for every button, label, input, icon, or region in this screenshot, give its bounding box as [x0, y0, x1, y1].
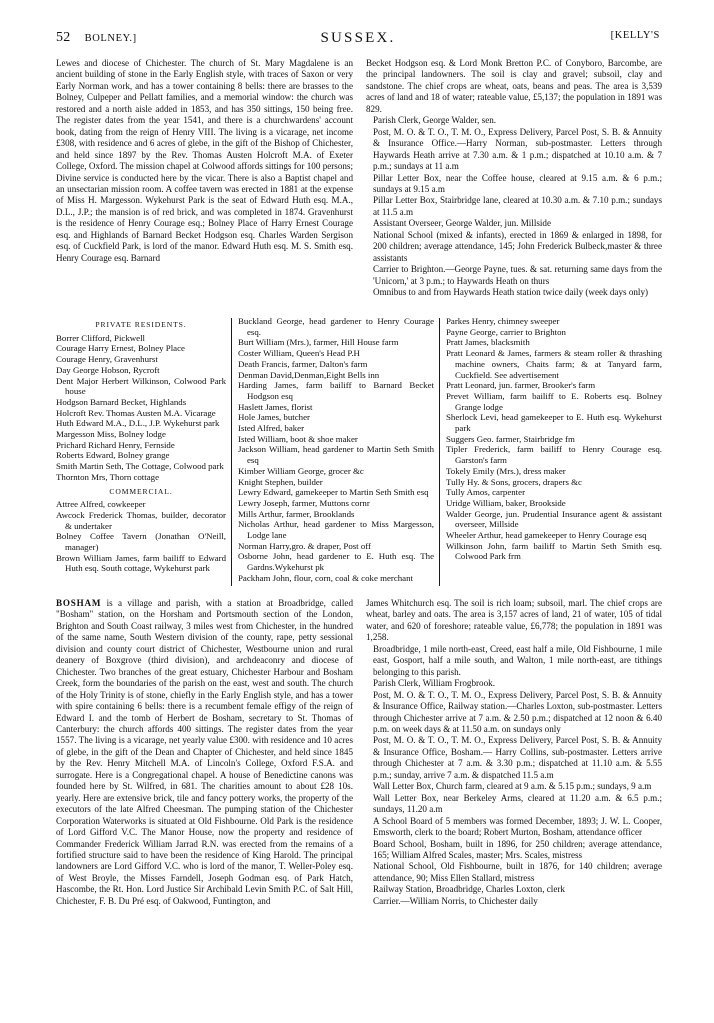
directory-column-one — [56, 316, 226, 574]
bolney-landowners-text: Becket Hodgson esq. & Lord Monk Bretton P.C. of Conyboro, Barcombe, are the principal landowners. The soil is clay and gravel; subsoil, clay and sandstone. The chief crops are wheat, oats, beans and peas. The area is 3,539 acres of land and 18 of water; rateable value, £5,137; the population in 1891 was 829. — [366, 58, 662, 114]
directory-entry: Hole James, butcher — [238, 412, 310, 423]
directory-entry: Day George Hobson, Rycroft — [56, 364, 160, 375]
directory-entry: Lewry Edward, gamekeeper to Martin Seth Smith esq — [238, 487, 429, 498]
bosham-school-board: A School Board of 5 members was formed December, 1893; J. W. L. Cooper, Emsworth, clerk to the board; Robert Murton, Bosham, attendance officer — [373, 815, 662, 838]
directory-entry: Bolney Coffee Tavern (Jonathan O'Neill, manager) — [56, 531, 226, 553]
directory-entry: Payne George, carrier to Brighton — [446, 326, 566, 337]
bosham-board-school: Board School, Bosham, built in 1896, for 250 children; average attendance, 165; William Alfred Scales, master; Mrs. Scales, mistress — [373, 838, 662, 860]
directory-entry: Denman David,Denman,Eight Bells inn — [238, 369, 380, 380]
directory-entry: Coster William, Queen's Head P.H — [238, 348, 360, 359]
directory-entry: Walder George, jun. Prudential Insurance agent & assistant overseer, Millside — [446, 508, 662, 530]
directory-entry: Harding James, farm bailiff to Barnard Becket Hodgson esq — [238, 380, 434, 401]
directory-entry: Parkes Henry, chimney sweeper — [446, 316, 560, 326]
directory-entry: Sherlock Levi, head gamekeeper to E. Huth esq. Wykehurst park — [446, 412, 662, 434]
directory-entry: Knight Stephen, builder — [238, 476, 323, 487]
commercial-list-part-one — [56, 499, 226, 574]
running-head-county: SUSSEX. — [320, 30, 396, 46]
directory-entry: Brown William James, farm bailiff to Edward Huth esq. South cottage, Wykehurst park — [56, 552, 226, 574]
directory-entry: Buckland George, head gardener to Henry Courage esq. — [238, 316, 434, 337]
bosham-national-school: National School, Old Fishbourne, built in 1876, for 140 children; average attendance, 90; Miss Ellen Stallard, mistress — [373, 861, 662, 883]
running-head — [56, 30, 660, 52]
directory-entry: Mills Arthur, farmer, Brooklands — [238, 508, 355, 519]
directory-entry: Awcock Frederick Thomas, builder, decorator & undertaker — [56, 509, 226, 531]
directory-entry: Tokely Emily (Mrs.), dress maker — [446, 465, 566, 476]
bosham-carrier: Carrier.—William Norris, to Chichester daily — [373, 895, 538, 906]
bosham-post-office-railway-station: Post, M. O. & T. O., T. M. O., Express Delivery, Parcel Post, S. B. & Annuity & Insurance Office, Railway station.—Charles Loxton, sub-postmaster. Letters through Chichester arrive at 7 a.m. & 2.50 p.m.; dispatched at 12 noon & 6.40 p.m. on week days & at 11.50 a.m. on sundays only — [373, 689, 662, 734]
directory-entry: Huth Edward M.A., D.L., J.P. Wykehurst park — [56, 418, 220, 429]
bosham-description-right-column — [366, 598, 662, 907]
bolney-description-text: Lewes and diocese of Chichester. The church of St. Mary Magdalene is an ancient building of stone in the Early English style, with traces of Saxon or very Early Norman work, and has a tower containing 8 bells: there are brasses to the Bolney, Culpeper and Pellatt families, and a memorial window: the church was restored and a north aisle added in 1853, and has 350 sittings, 150 being free. The register dates from the year 1541, and there is a churchwardens' account book, dating from the reign of Henry VIII. The living is a vicarage, net income £308, with residence and 6 acres of glebe, in the gift of the Bishop of Chichester, and held since 1897 by the Rev. Thomas Austen Holcroft M.A. of Exeter College, Oxford. The mission chapel at Colwood affords sittings for 100 persons; Divine service is conducted here by the vicar. There is also a Baptist chapel and an unsectarian mission room. A coffee tavern was erected in 1881 at the expense of Miss H. Margesson. Wykehurst Park is the seat of Edward Huth esq. M.A., D.L., J.P.; the mansion is of red brick, and was completed in 1874. Gravenhurst is the residence of Henry Courage esq.; Bolney Place of Harry Ernest Courage esq. and Highlands of Barnard Becket Hodgson esq. Charles Warden Sergison esq. of Cuckfield Park, is lord of the manor. Edward Huth esq. M. S. Smith esq. Henry Courage esq. Barnard — [56, 58, 353, 263]
directory-entry: Pratt Leonard, jun. farmer, Brooker's farm — [446, 380, 596, 391]
directory-entry: Hodgson Barnard Becket, Highlands — [56, 396, 187, 407]
directory-entry: Haslett James, florist — [238, 401, 313, 412]
commercial-list-part-three — [446, 316, 662, 562]
directory-entry: Borrer Clifford, Pickwell — [56, 332, 145, 343]
directory-entry: Tully Amos, carpenter — [446, 487, 526, 498]
bolney-pillar-letter-box-stairbridge-lane: Pillar Letter Box, Stairbridge lane, cleared at 10.30 a.m. & 7.10 p.m.; sundays at 11.5 a.m — [373, 195, 662, 217]
directory-entry: Death Francis, farmer, Dalton's farm — [238, 358, 368, 369]
bosham-parish-clerk: Parish Clerk, William Frogbrook. — [373, 678, 495, 689]
column-rule — [439, 318, 440, 586]
running-head-place: BOLNEY.] — [84, 33, 137, 44]
bosham-wall-letter-box-church-farm: Wall Letter Box, Church farm, cleared at 9 a.m. & 5.15 p.m.; sundays, 9 a.m — [373, 781, 652, 792]
bolney-description-left-column — [56, 58, 353, 264]
commercial-list-part-two — [238, 316, 434, 584]
bosham-railway-station: Railway Station, Broadbridge, Charles Loxton, clerk — [373, 884, 565, 895]
directory-entry: Attree Alfred, cowkeeper — [56, 499, 146, 510]
directory-column-three — [446, 316, 662, 562]
directory-entry: Suggers Geo. farmer, Stairbridge fm — [446, 433, 575, 444]
bolney-description-right-column — [366, 58, 662, 299]
bolney-carrier: Carrier to Brighton.—George Payne, tues. & sat. returning same days from the 'Unicorn,' at 3 p.m.; to Haywards Heath on thurs — [373, 264, 662, 286]
directory-entry: Wheeler Arthur, head gamekeeper to Henry Courage esq — [446, 530, 647, 541]
directory-entry: Prevet William, farm bailiff to E. Roberts esq. Bolney Grange lodge — [446, 390, 662, 412]
directory-entry: Pratt James, blacksmith — [446, 337, 530, 348]
directory-entry: Lewry Joseph, farmer, Muttons cornr — [238, 497, 370, 508]
directory-entry: Thornton Mrs, Thorn cottage — [56, 471, 159, 482]
directory-entry: Holcroft Rev. Thomas Austen M.A. Vicarage — [56, 407, 216, 418]
bosham-tithings: Broadbridge, 1 mile north-east, Creed, east half a mile, Old Fishbourne, 1 mile east, Gosport, half a mile south, and Walton, 1 mile north-east, are tithings belonging to this parish. — [373, 643, 662, 677]
directory-entry: Dent Major Herbert Wilkinson, Colwood Park house — [56, 375, 226, 397]
column-rule — [231, 318, 232, 586]
directory-entry: Roberts Edward, Bolney grange — [56, 450, 170, 461]
private-residents-heading: PRIVATE RESIDENTS. — [95, 320, 187, 329]
directory-entry: Prichard Richard Henry, Fernside — [56, 439, 175, 450]
bosham-post-office-bosham: Post, M. O. & T. O., T. M. O., Express Delivery, Parcel Post, S. B. & Annuity & Insurance Office, Bosham.— Harry Collins, sub-postmaster. Letters arrive through Chichester at 7 a.m. & 3.30 p.m.; dispatched at 11.10 a.m. & 5.55 p.m.; sunday, arrive 7 a.m. & dispatched 11.5 a.m — [373, 735, 662, 780]
directory-column-two — [238, 316, 434, 584]
directory-entry: Uridge William, baker, Brookside — [446, 497, 566, 508]
bosham-description-left-column — [56, 598, 353, 907]
page-folio-number: 52 — [56, 30, 71, 45]
directory-entry: Tipler Frederick, farm bailiff to Henry Courage esq. Garston's farm — [446, 444, 662, 466]
directory-entry: Courage Harry Ernest, Bolney Place — [56, 343, 185, 354]
directory-entry: Tully Hy. & Sons, grocers, drapers &c — [446, 476, 582, 487]
directory-entry: Margesson Miss, Bolney lodge — [56, 429, 166, 440]
running-head-publisher: [KELLY'S — [610, 30, 660, 41]
directory-entry: Isted William, boot & shoe maker — [238, 433, 358, 444]
directory-entry: Smith Martin Seth, The Cottage, Colwood park — [56, 461, 224, 472]
bolney-assistant-overseer: Assistant Overseer, George Walder, jun. Millside — [373, 218, 552, 229]
bosham-description-text: BOSHAM is a village and parish, with a station at Broadbridge, called "Bosham" station, on the Horsham and Portsmouth section of the London, Brighton and South Coast railway, 3 miles west from Chichester, in the hundred of the same name, South Western division of the county, rape, petty sessional division and county court district of Chichester, Westbourne union and rural deanery of Boxgrove (third division), and archdeaconry and diocese of Chichester. Two branches of the great estuary, Chichester Harbour and Bosham Creek, form the boundaries of the parish on the east, west and south. The church of the Holy Trinity is of stone, chiefly in the Early English style, and has a tower with spire containing 6 bells: there is a recumbent female effigy of the reign of Edward I. and the tomb of Herbert de Bosham, secretary to St. Thomas of Canterbury: the church affords 400 sittings. The register dates from the year 1557. The living is a vicarage, net yearly value £300. with residence and 10 acres of glebe, in the gift of the Dean and Chapter of Chichester, and held since 1845 by the Rev. Henry Mitchell M.A. of Lincoln's College, Oxford F.S.A. and surrogate. Here is a Congregational chapel. A house of Benedictine canons was founded here by St. Wilfred, in 681. The charities amount to about £28 10s. yearly. Here are extensive brick, tile and fancy pottery works, the property of the executors of the late Alfred Cheesman. The pumping station of the Chichester Corporation Waterworks is situated at Old Fishbourne. Old Park is the residence of Lord Gifford V.C. The Manor House, now the property and residence of Commander Frederick William Jarrad R.N. was erected from the remains of a fortified structure said to have been the residence of King Harold. The principal landowners are Lord Gifford V.C. who is lord of the manor, T. Weller-Poley esq. of West Broyle, the Misses Farndell, Joseph Godman esq. of Park Hatch, Hascombe, the Rt. Hon. Lord Justice Sir Archibald Levin Smith P.C. of Salt Hill, Chichester, F. B. Du Pré esq. of Oakwood, Funtington, and — [56, 598, 353, 906]
bolney-pillar-letter-box-coffee-house: Pillar Letter Box, near the Coffee house, cleared at 9.15 a.m. & 6 p.m.; sundays at 9.15 a.m — [373, 172, 662, 194]
bolney-parish-clerk: Parish Clerk, George Walder, sen. — [373, 115, 497, 126]
commercial-heading: COMMERCIAL. — [109, 486, 173, 496]
bosham-wall-letter-box-berkeley-arms: Wall Letter Box, near Berkeley Arms, cleared at 11.20 a.m. & 6.5 p.m.; sundays, 11.20 a.m — [373, 792, 662, 815]
directory-entry: Isted Alfred, baker — [238, 423, 305, 434]
bolney-post-office: Post, M. O. & T. O., T. M. O., Express Delivery, Parcel Post, S. B. & Annuity & Insurance Office.—Harry Norman, sub-postmaster. Letters through Haywards Heath arrive at 7.30 a.m. & 1 p.m.; dispatched at 10.10 a.m. & 7 p.m.; sundays at 11 a.m — [373, 126, 662, 172]
bosham-soil-and-area-text: James Whitchurch esq. The soil is rich loam; subsoil, marl. The chief crops are wheat, barley and oats. The area is 3,157 acres of land, 21 of water, 105 of tidal water, and 620 of foreshore; rateable value, £6,778; the population in 1891 was 1,258. — [366, 598, 662, 643]
bolney-national-school: National School (mixed & infants), erected in 1869 & enlarged in 1898, for 200 children; average attendance, 145; John Frederick Bulbeck,master & three assistants — [373, 229, 662, 263]
bolney-omnibus: Omnibus to and from Haywards Heath station twice daily (week days only) — [373, 287, 649, 298]
directory-entry: Packham John, flour, corn, coal & coke merchant — [238, 572, 413, 583]
directory-entry: Courage Henry, Gravenhurst — [56, 354, 158, 365]
directory-entry: Osborne John, head gardener to E. Huth esq. The Gardns.Wykehurst pk — [238, 551, 434, 573]
directory-entry: Jackson William, head gardener to Martin Seth Smith esq — [238, 444, 434, 466]
directory-entry: Pratt Leonard & James, farmers & steam roller & thrashing machine owners, Chaits farm; & at Tanyard farm, Cuckfield. See advertisement — [446, 348, 662, 380]
directory-entry: Norman Harry,gro. & draper, Post off — [238, 540, 372, 551]
private-residents-list — [56, 333, 226, 483]
directory-entry: Burt William (Mrs.), farmer, Hill House farm — [238, 337, 399, 348]
directory-entry: Kimber William George, grocer &c — [238, 465, 364, 476]
directory-entry: Wilkinson John, farm bailiff to Martin Seth Smith esq. Colwood Park frm — [446, 540, 662, 562]
directory-entry: Nicholas Arthur, head gardener to Miss Margesson, Lodge lane — [238, 519, 434, 541]
